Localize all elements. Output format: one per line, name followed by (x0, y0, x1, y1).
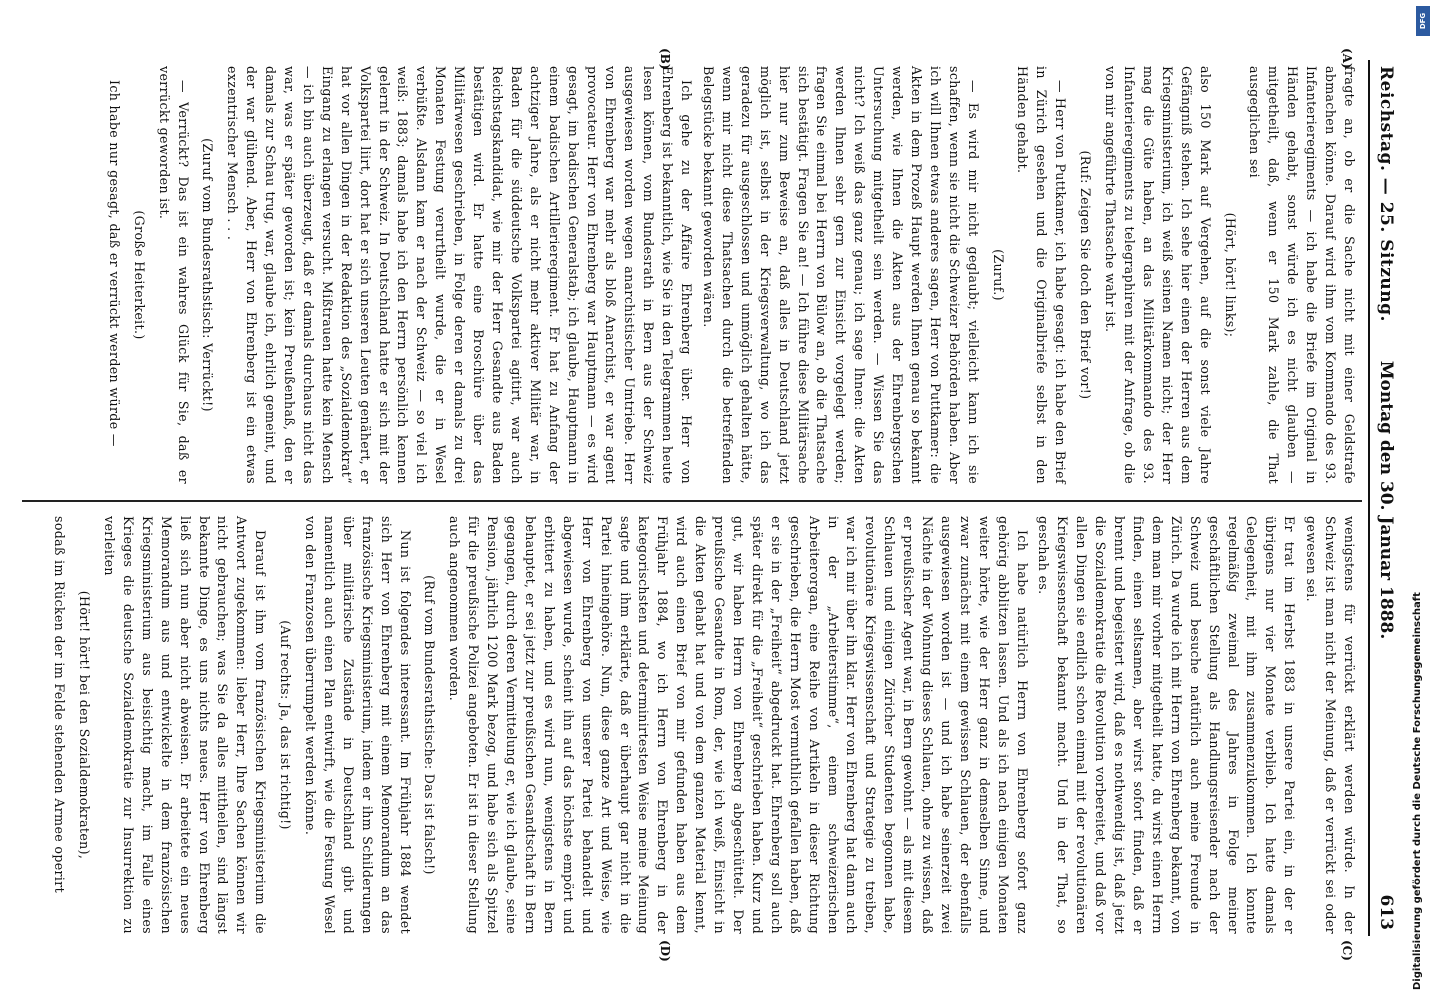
interjection: (Große Heiterkeit.) (131, 210, 147, 340)
paragraph: — Herr von Puttkamer, ich habe gesagt: ich habe den Brief in Zürich gesehen und die Originalbriefe selbst in den Händen gehabt. (1015, 66, 1069, 484)
paragraph: — Es wird mir nicht geglaubt; vielleicht kann ich sie schaffen, wenn sie nicht die Schweizer Behörden haben. Aber ich will Ihnen etwas anderes sagen, Herr von Puttkamer: die Akten in dem Prozeß Haupt werden Ihnen genau so bekannt werden, wie Ihnen die Akten aus der Ehrenbergschen Untersuchung mitgetheilt sein werden. — Wissen Sie das nicht? Ich weiß das ganz genau; ich sage Ihnen: die Akten werden Ihnen sehr gern zur Einsicht vorgelegt werden; fragen Sie einmal bei Herrn von Bülow an, ob die Thatsache sich bestätigt. Fragen Sie an! — Ich führe diese Militärsache hier nur zum Beweise an, daß alles in Deutschland jetzt möglich ist, selbst in der Kriegsverwaltung, wo ich das geradezu für ausgeschlossen und unmöglich gehalten hätte, wenn mir nicht diese Thatsachen durch die betreffenden Belegstücke bekannt geworden wären. (701, 66, 981, 484)
paragraph: fragte an, ob er die Sache nicht mit einer Geldstrafe abmachen könne. Darauf wird ihm vom Kommando des 93. Infanterieregiments — ich habe die Briefe im Original in Händen gehabt, sonst würde ich es nicht glauben — mitgetheilt, daß, wenn er 150 Mark zahle, die That ausgeglichen sei (1247, 66, 1357, 484)
column-divider (22, 500, 1362, 502)
interjection: (Auf rechts: Ja, das ist richtig!) (278, 620, 294, 830)
margin-marker-d: (D) (658, 940, 672, 962)
interjection: (Zuruf.) (990, 249, 1006, 301)
paragraph: Ich habe natürlich Herrn von Ehrenberg sofort ganz gehörig abblitzen lassen. Und als ich nach einigen Monaten weiter hörte, wie der Herr ganz in demselben Sinne, und zwar zunächst mit einem gewissen Schlauen, der ebenfalls ausgewiesen worden ist — und ich habe seinerzeit zwei Nächte in der Wohnung dieses Schlauen, ohne zu wissen, daß er preußischer Agent war, in Bern gewohnt — als mit diesem Schlauen und einigen Züricher Studenten begonnen habe, revolutionäre Kriegswissenschaft und Strategie zu treiben, war ich mir über ihn klar. Herr von Ehrenberg hat dann auch in der „Arbeiterstimme“, einem schweizerischen Arbeiterorgan, eine Reihe von Artikeln in dieser Richtung geschrieben, die Herrn Most vermuthlich gefallen haben, daß er sie in der „Freiheit“ abgedruckt hat. Ehrenberg soll auch später direkt für die „Freiheit“ geschrieben haben. Kurz und gut, wir haben Herrn von Ehrenberg abgeschüttelt. Der preußische Gesandte in Rom, der, wie ich weiß, Einsicht in die Akten gehabt hat und von dem ganzen Material kennt, wird auch einen Brief von mir gefunden haben aus dem Frühjahr 1884, wo ich Herrn von Ehrenberg in der kategorischsten und determinirtesten Weise meine Meinung sagte und ihm erklärte, daß er überhaupt gar nicht in die Partei hineingehöre. Nun, diese ganze Art und Weise, wie Herr von Ehrenberg von unserer Partei behandelt und abgewiesen wurde, scheint ihn auf das höchste empört und erbittert zu haben, und es wird nun, wenigstens in Bern behauptet, er sei jetzt zur preußischen Gesandtschaft in Bern gegangen, durch deren Vermittelung er, wie ich glaube, seine Pension, jährlich 1200 Mark bezog, und habe sich als Spitzel für die preußische Polizei angeboten. Er ist in dieser Stellung auch angenommen worden. (447, 516, 1030, 934)
header-session: Reichstag. — 25. Sitzung. (1376, 66, 1396, 322)
margin-marker-a: (A) (1340, 48, 1354, 69)
paragraph: Er trat im Herbst 1883 in unsere Partei ein, in der er übrigens nur vier Monate verblieb. Ich hatte damals Gelegenheit, mit ihm zusammenzukommen. Ich konnte regelmäßig zweimal des Jahres in Folge meiner geschäftlichen Stellung als Handlungsreisender nach der Schweiz und besuche natürlich auch meine Freunde in Zürich. Da wurde ich mit Herrn von Ehrenberg bekannt, von dem man mir vorher mitgetheilt hatte, du wirst einen Herrn finden, einen seltsamen, aber wirst sofort finden, daß er brennt und begeistert wird, daß es nothwendig ist, daß jetzt die Sozialdemokratie die Revolution vorbereitet, und daß vor allen Dingen sie endlich schon einmal mit der revolutionären Kriegswissenschaft bekannt macht. Und in der That, so geschah es. (1036, 516, 1298, 934)
paragraph: Ich habe nur gesagt, daß er verrückt werden würde — (106, 80, 122, 447)
dfg-logo-text: DFG (1419, 12, 1427, 30)
interjection: (Ruf vom Bundesrathstische: Das ist falsch!) (422, 575, 438, 875)
interjection: (Hört, hört! links); (1222, 212, 1238, 338)
paragraph: wenigstens für verrückt erklärt werden würde. In der Schweiz ist man nicht der Meinung, daß er verrückt sei oder gewesen sei. (1304, 516, 1357, 934)
page-number: 613 (1376, 894, 1396, 930)
paragraph: also 150 Mark auf Vergehen, auf die sonst viele Jahre Gefängniß stehen. Ich sehe hier einen der Herren aus dem Kriegsministerium, ich weiß seinen Namen nicht; der Herr mag die Güte haben, an das Militärkommando des 93. Infanterieregiments zu telegraphiren mit der Anfrage, ob die von mir angeführte Thatsache wahr ist. (1103, 66, 1213, 484)
paragraph: — Verrückt? Das ist ein wahres Glück für Sie, daß er verrückt geworden ist. (156, 66, 191, 484)
paragraph: Darauf ist ihm vom französischen Kriegsministerium die Antwort zugekommen: lieber Herr, Ihre Sachen können wir nicht gebrauchen; was Sie da alles mittheilen, sind längst bekannte Dinge, es uns nichts neues. Herr von Ehrenberg ließ sich nun aber nicht abweisen. Er arbeitete ein neues Memorandum aus und entwickelte in dem französischen Kriegsministerium aus beisichtig macht, im Falle eines Krieges die deutsche Sozialdemokratie zur Insurrektion zu verleiten (102, 516, 269, 934)
interjection: (Ruf: Zeigen Sie doch den Brief vor!) (1078, 150, 1094, 400)
text-column-right (46, 516, 1358, 934)
margin-marker-b: (B) (658, 48, 672, 70)
dfg-credit: Digitalisierung gefördert durch die Deutsche Forschungsgemeinschaft (1412, 592, 1423, 990)
paragraph: Ich gehe zu der Affaire Ehrenberg über. Herr von Ehrenberg ist bekanntlich, wie Sie in den Telegrammen heute lesen können, vom Bundesrath in Bern aus der Schweiz ausgewiesen worden wegen anarchistischer Umtriebe. Herr von Ehrenberg war mehr als bloß Anarchist, er war agent provocateur. Herr von Ehrenberg war Hauptmann — es wird gesagt, im badischen Generalstab; ich glaube, Hauptmann in einem badischen Artillerieregiment. Er hat zu Anfang der achtziger Jahre, als er nicht mehr aktiver Militär war, in Baden für die süddeutsche Volkspartei agitirt, war auch Reichstagskandidat, wie mir der Herr Gesandte aus Baden bestätigen wird. Er hatte eine Broschüre über das Militärwesen geschrieben, in Folge deren er damals zu drei Monaten Festung verurtheilt wurde, die er in Wesel verbüßte. Alsdann kam er nach der Schweiz — so viel ich weiß: 1883; damals habe ich den Herrn persönlich kennen gelernt in der Schweiz. In Deutschland hatte er sich mit der Volkspartei liirt, dort hat er sich unseren Leuten genähert, er hat vor allen Dingen in der Redaktion des „Sozialdemokrat“ Eingang zu erlangen versucht. Mißtrauen hatte kein Mensch — ich bin auch überzeugt, daß er damals durchaus nicht das war, was er später geworden ist; kein Preußenhaß, den er damals zur Schau trug, war, glaube ich, ehrlich gemeint, und der war glühend. Aber, Herr von Ehrenberg ist ein etwas exzentrischer Mensch . . . (225, 66, 695, 484)
digitization-sidebar (1398, 0, 1432, 1000)
text-column-left (101, 66, 1358, 484)
header-date: Montag den 30. Januar 1888. (1376, 360, 1396, 640)
interjection: (Zuruf vom Bundesrathstisch: Verrückt!) (200, 138, 216, 412)
dfg-logo (1416, 6, 1430, 36)
interjection: (Hört! hört! bei den Sozialdemokraten), (77, 590, 93, 860)
paragraph: Nun ist folgendes interessant. Im Frühjahr 1884 wendet sich Herr von Ehrenberg mit einem Memorandum an das französische Kriegsministerium, indem er ihm Schilderungen über militärische Zustände in Deutschland gibt und namentlich auch einen Plan entwirft, wie die Festung Wesel von den Franzosen überrumpelt werden könne. (303, 516, 413, 934)
margin-marker-c: (C) (1340, 940, 1354, 961)
header-rule (1368, 60, 1370, 936)
paragraph: sodaß im Rücken der im Felde stehenden Armee operirt (52, 516, 68, 894)
